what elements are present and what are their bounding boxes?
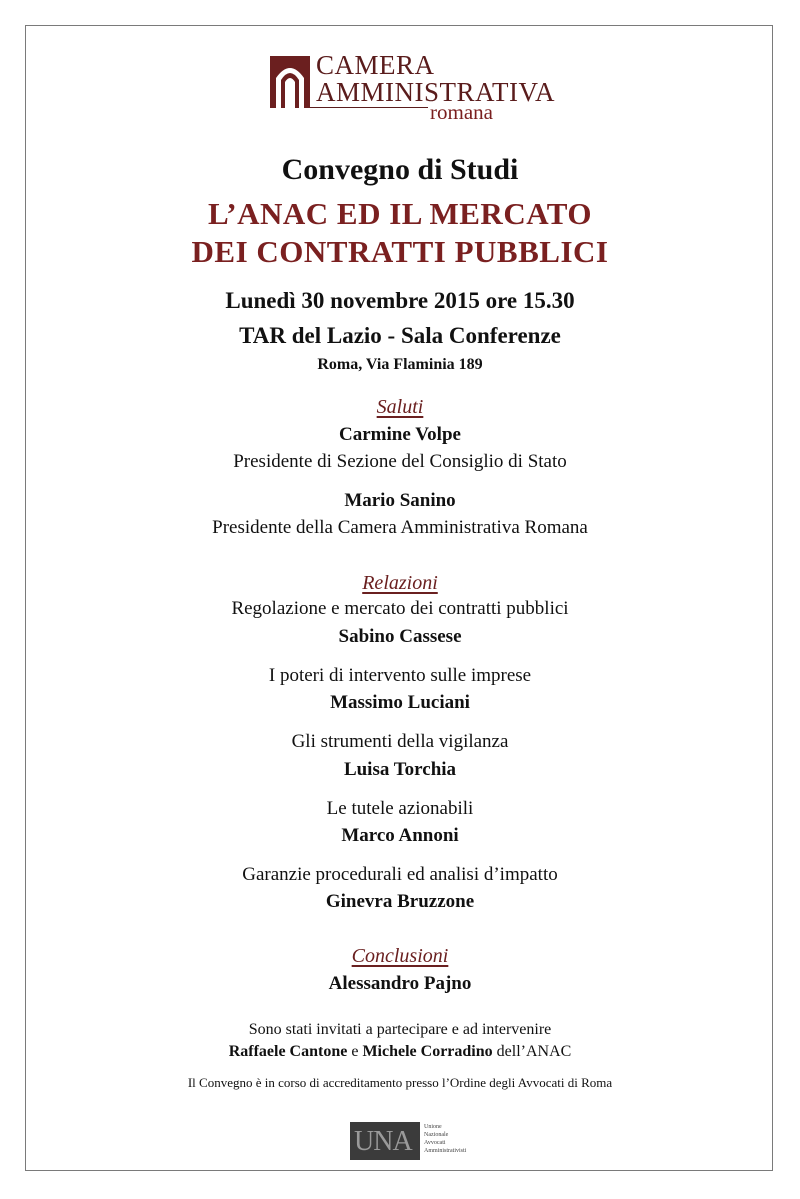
event-date: Lunedì 30 novembre 2015 ore 15.30 [225, 288, 575, 313]
una-logo [350, 1122, 470, 1162]
logo-text-camera: CAMERA [316, 50, 435, 80]
talk-topic: Le tutele azionabili [326, 798, 474, 819]
section-relazioni: Relazioni [362, 572, 438, 594]
event-address: Roma, Via Flaminia 189 [317, 356, 483, 373]
event-venue: TAR del Lazio - Sala Conferenze [239, 323, 561, 348]
speaker-role: Presidente di Sezione del Consiglio di Stato [233, 451, 567, 472]
talk-speaker: Ginevra Bruzzone [325, 891, 475, 912]
speaker-role: Presidente della Camera Amministrativa Romana [212, 517, 588, 538]
speaker-name: Mario Sanino [344, 490, 456, 511]
section-saluti: Saluti [376, 396, 424, 418]
invited-names [0, 1043, 800, 1061]
event-topic-line1: L’ANAC ED IL MERCATO [207, 196, 593, 231]
logo-text-romana: romana [430, 100, 493, 124]
talk-speaker: Massimo Luciani [330, 692, 470, 713]
camera-amministrativa-logo [270, 50, 556, 124]
invited-conj: e [347, 1043, 363, 1060]
speaker-name: Carmine Volpe [339, 424, 461, 445]
logo-text-amministrativa: AMMINISTRATIVA [316, 77, 556, 107]
event-topic-line2: DEI CONTRATTI PUBBLICI [191, 234, 609, 269]
talk-speaker: Luisa Torchia [343, 759, 457, 780]
una-text-line: Nazionale [424, 1132, 449, 1138]
una-text-line: Unione [424, 1124, 442, 1130]
event-title: Convegno di Studi [281, 153, 519, 186]
invited-name-1: Raffaele Cantone [228, 1043, 348, 1060]
accreditation-note: Il Convegno è in corso di accreditamento presso l’Ordine degli Avvocati di Roma [187, 1075, 613, 1090]
talk-topic: Gli strumenti della vigilanza [291, 731, 509, 752]
talk-speaker: Marco Annoni [341, 825, 459, 846]
una-text-line: Amministrativisti [424, 1148, 467, 1154]
invited-name-2: Michele Corradino [362, 1043, 493, 1060]
invited-suffix: dell’ANAC [492, 1043, 572, 1060]
talk-topic: Regolazione e mercato dei contratti pubblici [231, 598, 569, 619]
arch-icon [270, 52, 310, 110]
logo-rule [310, 107, 428, 108]
invited-line: Sono stati invitati a partecipare e ad intervenire [248, 1021, 552, 1038]
talk-speaker: Sabino Cassese [338, 626, 462, 647]
una-letters: UNA [354, 1126, 412, 1157]
section-conclusioni: Conclusioni [351, 945, 449, 967]
conclusion-speaker: Alessandro Pajno [328, 973, 472, 994]
una-text-line: Avvocati [424, 1140, 446, 1146]
talk-topic: I poteri di intervento sulle imprese [268, 665, 532, 686]
una-text [424, 1123, 466, 1155]
talk-topic: Garanzie procedurali ed analisi d’impatto [242, 864, 558, 885]
